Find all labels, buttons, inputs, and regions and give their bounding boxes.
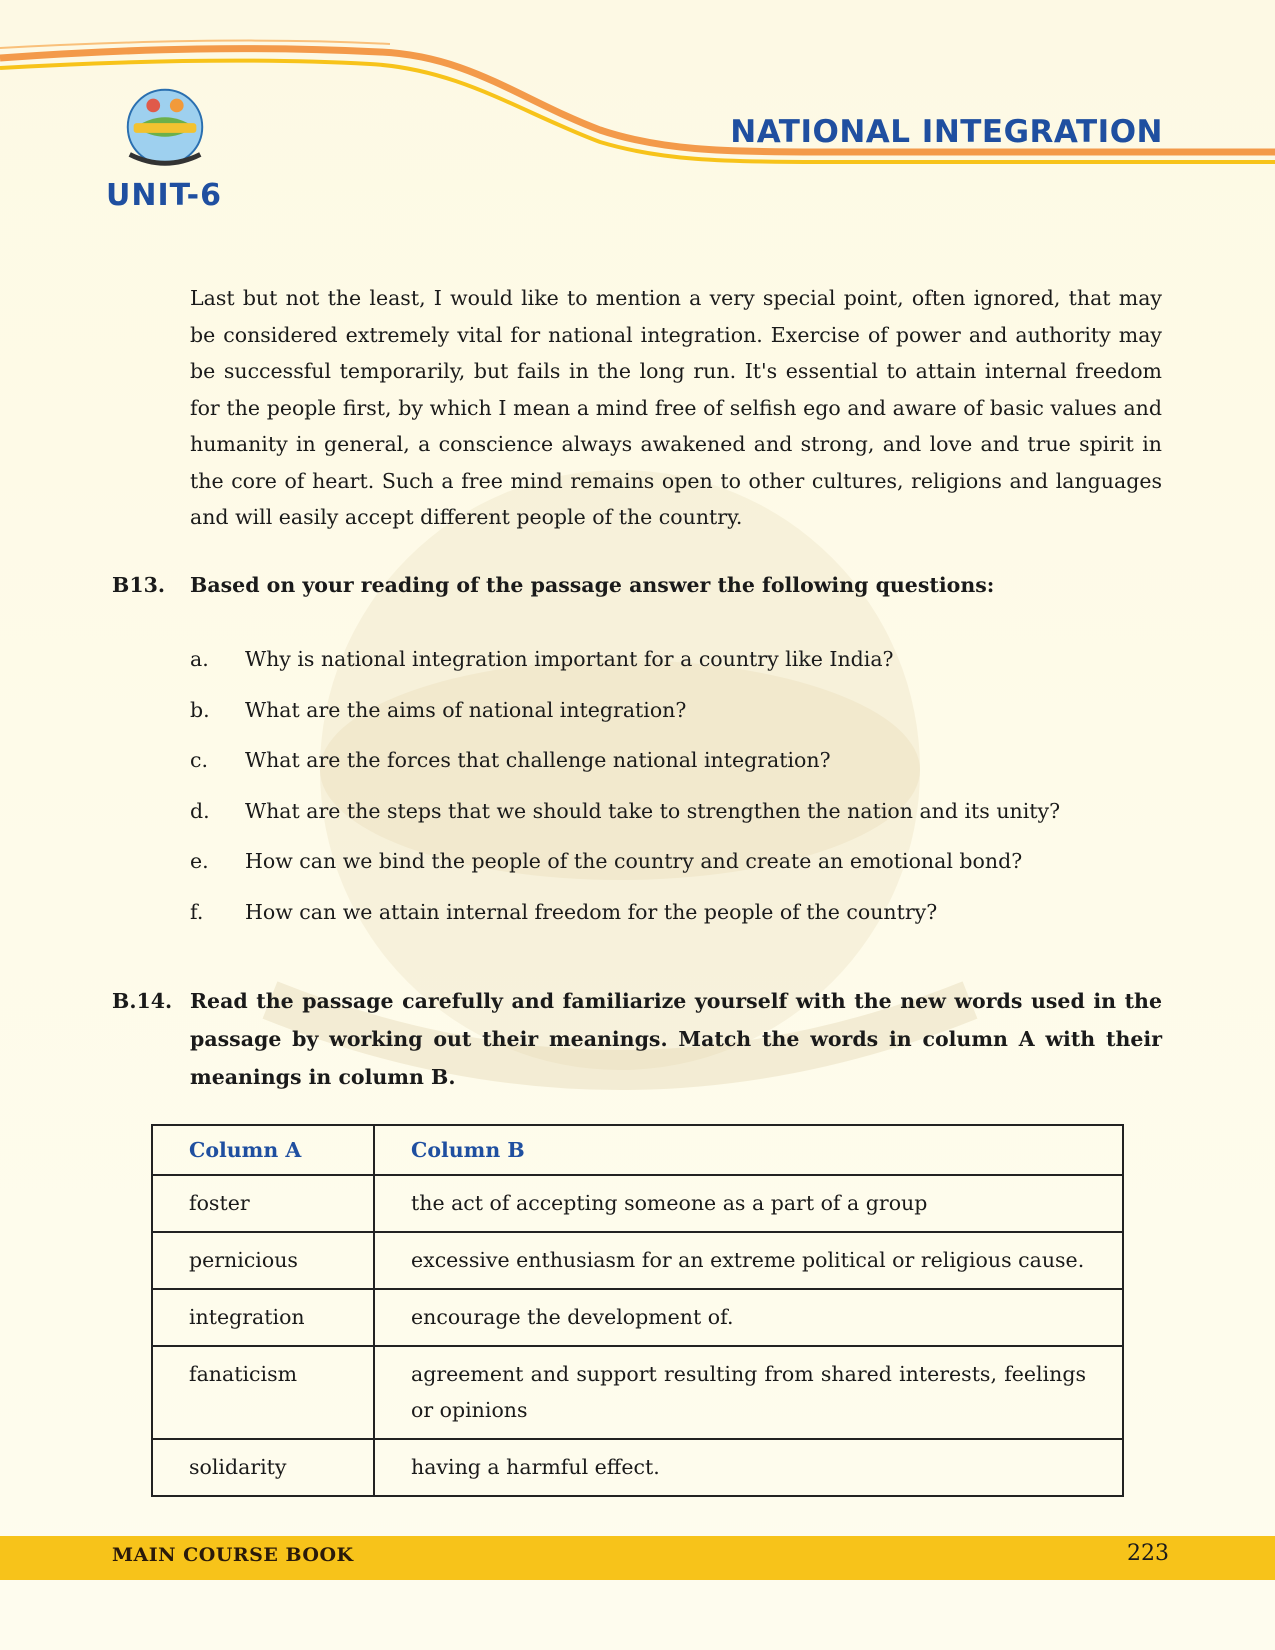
column-a-cell: integration <box>152 1289 374 1346</box>
question-text: What are the steps that we should take to strengthen the nation and its unity? <box>245 798 1061 823</box>
column-b-header: Column B <box>374 1125 1123 1175</box>
column-a-cell: foster <box>152 1175 374 1232</box>
table-header-row <box>152 1125 1123 1175</box>
b13-heading <box>112 566 1162 604</box>
question-letter: d. <box>190 798 210 823</box>
column-b-cell: agreement and support resulting from shared interests, feelings or opinions <box>374 1346 1123 1439</box>
b13-heading-text: Based on your reading of the passage answer the following questions: <box>190 573 995 597</box>
column-a-header: Column A <box>152 1125 374 1175</box>
column-b-cell: having a harmful effect. <box>374 1439 1123 1496</box>
question-letter: c. <box>190 748 208 772</box>
list-item <box>190 742 1162 779</box>
section-title: NATIONAL INTEGRATION <box>730 114 1163 150</box>
b14-heading <box>112 982 1162 1096</box>
column-a-cell: pernicious <box>152 1232 374 1289</box>
match-table <box>151 1124 1124 1497</box>
list-item <box>190 843 1162 880</box>
unit-label: UNIT-6 <box>106 178 223 213</box>
column-b-cell: the act of accepting someone as a part of a group <box>374 1175 1123 1232</box>
school-logo-icon <box>116 78 214 176</box>
question-text: How can we attain internal freedom for the people of the country? <box>245 899 938 924</box>
question-text: What are the forces that challenge national integration? <box>245 748 831 772</box>
b14-number: B.14. <box>112 989 173 1013</box>
list-item <box>190 692 1162 729</box>
b13-number: B13. <box>112 573 165 597</box>
b14-heading-text: Read the passage carefully and familiarize yourself with the new words used in the passage by working out their meanings. Match the words in column A with their meanings in column B. <box>190 989 1162 1089</box>
column-b-cell: excessive enthusiasm for an extreme political or religious cause. <box>374 1232 1123 1289</box>
b13-question-list <box>190 641 1162 944</box>
question-letter: e. <box>190 849 209 873</box>
list-item <box>190 793 1162 830</box>
footer-book-title: MAIN COURSE BOOK <box>112 1544 354 1566</box>
question-text: Why is national integration important for a country like India? <box>245 647 894 671</box>
table-row <box>152 1439 1123 1496</box>
list-item <box>190 641 1162 678</box>
column-a-cell: fanaticism <box>152 1346 374 1439</box>
question-letter: b. <box>190 697 210 722</box>
question-text: What are the aims of national integration? <box>245 697 687 722</box>
table-row <box>152 1289 1123 1346</box>
question-text: How can we bind the people of the country and create an emotional bond? <box>245 849 1023 873</box>
table-row <box>152 1175 1123 1232</box>
reading-passage: Last but not the least, I would like to mention a very special point, often ignored, that may be considered extremely vital for national integration. Exercise of power and authority may be successful temporarily, but fails in the long run. It's essential to attain internal freedom for the people first, by which I mean a mind free of selfish ego and aware of basic values and humanity in general, a conscience always awakened and strong, and love and true spirit in the core of heart. Such a free mind remains open to other cultures, religions and languages and will easily accept different people of the country. <box>190 286 1162 529</box>
column-a-cell: solidarity <box>152 1439 374 1496</box>
table-row <box>152 1232 1123 1289</box>
column-b-cell: encourage the development of. <box>374 1289 1123 1346</box>
list-item <box>190 894 1162 931</box>
question-letter: a. <box>190 647 209 671</box>
table-row <box>152 1346 1123 1439</box>
page-number: 223 <box>1127 1541 1169 1566</box>
question-letter: f. <box>190 899 204 924</box>
